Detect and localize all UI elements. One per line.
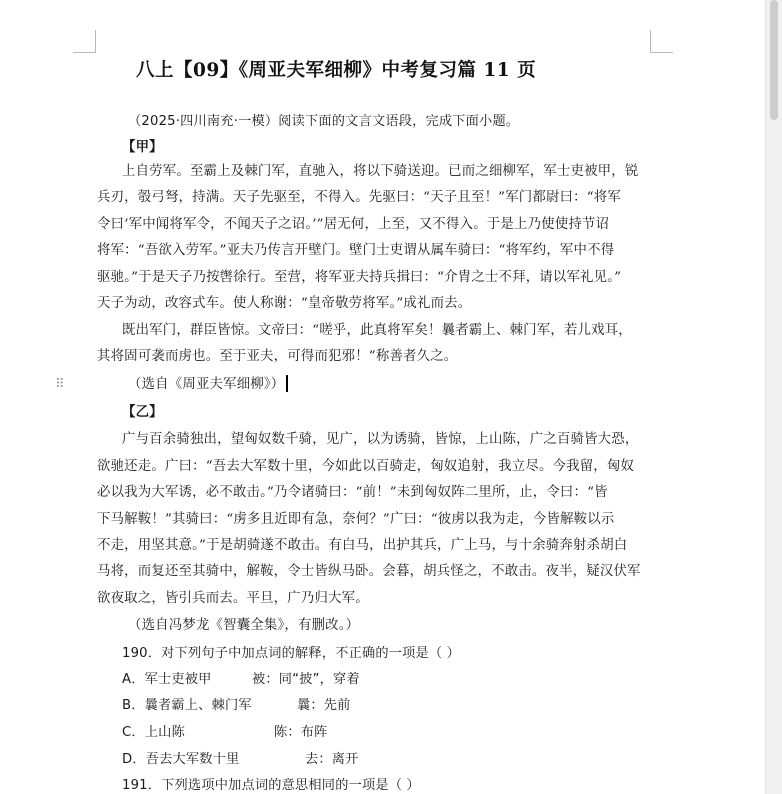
text-cursor — [286, 375, 288, 392]
jia-source-text: （选自《周亚夫军细柳》） — [128, 377, 285, 392]
question-190-stem: 190．对下列句子中加点词的解释，不正确的一项是（ ） — [122, 646, 461, 661]
page-margin-corner-top-right — [650, 30, 673, 53]
jia-source[interactable] — [128, 375, 288, 394]
yi-line-1: 广与百余骑独出，望匈奴数千骑，见广，以为诱骑，皆惊，上山陈，广之百骑皆大恐， — [122, 432, 639, 447]
question-190-option-b — [122, 697, 351, 715]
option-d-sentence: D．吾去大军数十里 — [122, 752, 240, 767]
option-c-sentence: C．上山陈 — [122, 725, 185, 740]
jia-line-6: 天子为动，改容式车。使人称谢：“皇帝敬劳将军。”成礼而去。 — [97, 296, 472, 311]
jia-line-4: 将军：“吾欲入劳军。”亚夫乃传言开壁门。壁门士吏谓从属车骑曰：“将军约，军中不得 — [97, 243, 615, 258]
yi-line-5: 不走，用坚其意。”于是胡骑遂不敢击。有白马，出护其兵，广上马，与十余骑奔射杀胡白 — [97, 538, 628, 553]
option-a-sentence: A．军士吏被甲 — [122, 672, 212, 687]
drag-handle-icon[interactable]: ⠿ — [55, 377, 65, 392]
question-190-option-c — [122, 724, 328, 742]
option-b-definition: 曩：先前 — [297, 698, 351, 713]
yi-line-6: 马将，而复还至其骑中，解鞍，令士皆纵马卧。会暮，胡兵怪之，不敢击。夜半，疑汉伏军 — [97, 564, 641, 579]
option-a-definition: 被：同“披”，穿着 — [252, 672, 360, 687]
question-191-stem: 191．下列选项中加点词的意思相同的一项是（ ） — [122, 778, 420, 793]
jia-line-2: 兵刃，彀弓弩，持满。天子先驱至，不得入。先驱曰：“天子且至！”军门都尉曰：“将军 — [97, 190, 621, 205]
yi-line-3: 必以我为大军诱，必不敢击。”乃令诸骑曰：“前！”未到匈奴阵二里所，止，令曰：“皆 — [97, 485, 608, 500]
section-label-yi: 【乙】 — [122, 404, 163, 420]
option-b-sentence: B．曩者霸上、棘门军 — [122, 698, 252, 713]
page-margin-corner-top-left — [73, 30, 96, 53]
question-190-option-a — [122, 671, 360, 689]
yi-line-2: 欲驰还走。广曰：“吾去大军数十里，今如此以百骑走，匈奴追射，我立尽。今我留，匈奴 — [97, 459, 635, 474]
section-label-jia: 【甲】 — [122, 139, 163, 155]
yi-line-7: 欲夜取之，皆引兵而去。平旦，广乃归大军。 — [97, 591, 369, 606]
jia-line-3: 令曰‘军中闻将军令，不闻天子之诏。’”居无何，上至，又不得入。于是上乃使使持节诏 — [97, 217, 610, 232]
scrollbar-thumb[interactable] — [770, 0, 778, 120]
jia-line-7: 既出军门，群臣皆惊。文帝曰：“嗟乎，此真将军矣！曩者霸上、棘门军，若儿戏耳， — [122, 323, 632, 338]
yi-source: （选自冯梦龙《智囊全集》，有删改。） — [128, 618, 360, 633]
option-c-definition: 陈：布阵 — [274, 725, 328, 740]
jia-line-5: 驱驰。”于是天子乃按辔徐行。至营，将军亚夫持兵揖曰：“介胄之士不拜，请以军礼见。” — [97, 270, 622, 285]
jia-line-8: 其将固可袭而虏也。至于亚夫，可得而犯邪！”称善者久之。 — [97, 349, 458, 364]
page-title: 八上【09】《周亚夫军细柳》中考复习篇 11 页 — [136, 60, 537, 81]
yi-line-4: 下马解鞍！”其骑曰：“虏多且近即有急，奈何？”广曰：“彼虏以我为走，今皆解鞍以示 — [97, 512, 615, 527]
instructions: （2025·四川南充·一模）阅读下面的文言文语段，完成下面小题。 — [128, 114, 520, 129]
jia-line-1: 上自劳军。至霸上及棘门军，直驰入，将以下骑送迎。已而之细柳军，军士吏被甲，锐 — [122, 164, 639, 179]
option-d-definition: 去：离开 — [305, 752, 359, 767]
vertical-scrollbar[interactable] — [765, 0, 782, 794]
question-190-option-d — [122, 751, 359, 769]
